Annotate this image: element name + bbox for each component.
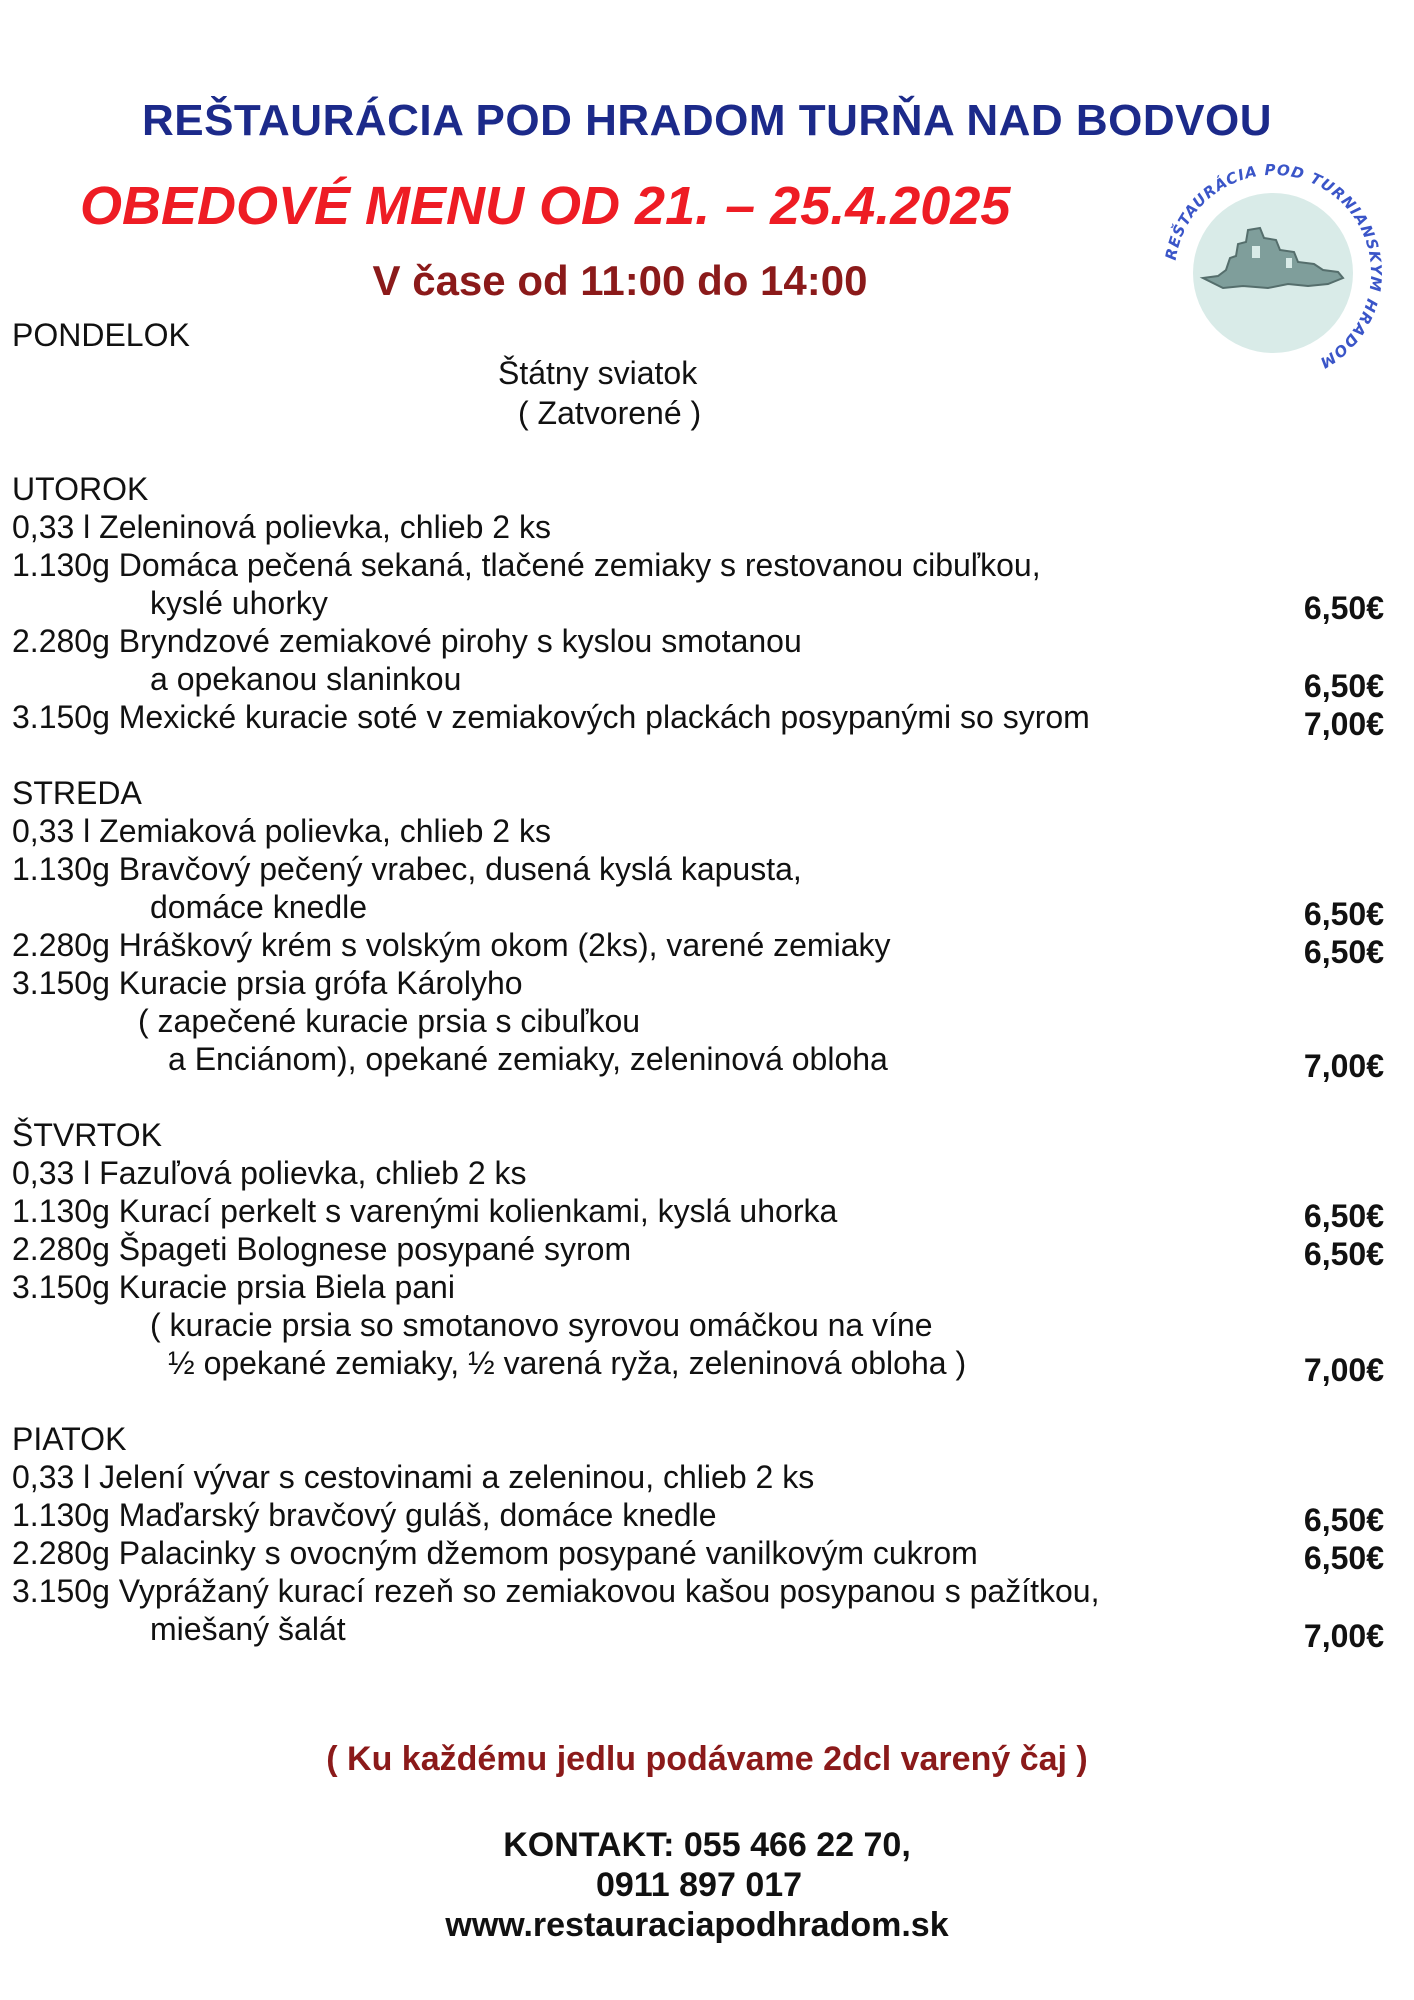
menu-dates-title: OBEDOVÉ MENU OD 21. – 25.4.2025 (80, 176, 1011, 236)
day-wednesday: STREDA (12, 775, 142, 811)
price-friday-1: 6,50€ (1303, 1502, 1384, 1538)
price-friday-2: 6,50€ (1303, 1540, 1384, 1576)
price-wednesday-2: 6,50€ (1303, 934, 1384, 970)
meal-friday-2: 2.280g Palacinky s ovocným džemom posypané vanilkovým cukrom (12, 1535, 978, 1571)
price-friday-3: 7,00€ (1303, 1618, 1384, 1654)
holiday-text: Štátny sviatok (498, 355, 698, 391)
price-tuesday-3: 7,00€ (1303, 706, 1384, 742)
soup-wednesday: 0,33 l Zemiaková polievka, chlieb 2 ks (12, 813, 551, 849)
tea-note: ( Ku každému jedlu podávame 2dcl varený čaj ) (326, 1740, 1088, 1778)
price-thursday-2: 6,50€ (1303, 1236, 1384, 1272)
meal-thursday-3-cont1: ( kuracie prsia so smotanovo syrovou omáčkou na víne (150, 1307, 933, 1343)
day-tuesday: UTOROK (12, 471, 149, 507)
meal-tuesday-1: 1.130g Domáca pečená sekaná, tlačené zemiaky s restovanou cibuľkou, (12, 547, 1041, 583)
meal-friday-3-cont: miešaný šalát (150, 1611, 346, 1647)
meal-wednesday-3: 3.150g Kuracie prsia grófa Károlyho (12, 965, 523, 1001)
meal-tuesday-1-cont: kyslé uhorky (150, 585, 328, 621)
meal-wednesday-3-cont1: ( zapečené kuracie prsia s cibuľkou (138, 1003, 641, 1039)
meal-tuesday-3: 3.150g Mexické kuracie soté v zemiakových plackách posypanými so syrom (12, 699, 1090, 735)
soup-friday: 0,33 l Jelení vývar s cestovinami a zeleninou, chlieb 2 ks (12, 1459, 815, 1495)
price-tuesday-2: 6,50€ (1303, 668, 1384, 704)
restaurant-logo (1148, 158, 1398, 388)
meal-thursday-3: 3.150g Kuracie prsia Biela pani (12, 1269, 455, 1305)
price-wednesday-3: 7,00€ (1303, 1048, 1384, 1084)
meal-thursday-1: 1.130g Kurací perkelt s varenými kolienkami, kyslá uhorka (12, 1193, 838, 1229)
meal-wednesday-1: 1.130g Bravčový pečený vrabec, dusená kyslá kapusta, (12, 851, 802, 887)
day-friday: PIATOK (12, 1421, 127, 1457)
restaurant-title: REŠTAURÁCIA POD HRADOM TURŇA NAD BODVOU (141, 96, 1273, 145)
serving-hours: V čase od 11:00 do 14:00 (372, 257, 868, 304)
soup-thursday: 0,33 l Fazuľová polievka, chlieb 2 ks (12, 1155, 527, 1191)
price-tuesday-1: 6,50€ (1303, 590, 1384, 626)
meal-wednesday-3-cont2: a Enciánom), opekané zemiaky, zeleninová obloha (168, 1041, 888, 1077)
logo-text: REŠTAURÁCIA POD TURNIANSKYM HRADOM (1161, 160, 1386, 373)
closed-text: ( Zatvorené ) (518, 395, 702, 431)
price-wednesday-1: 6,50€ (1303, 896, 1384, 932)
meal-friday-3: 3.150g Vyprážaný kurací rezeň so zemiakovou kašou posypanou s pažítkou, (12, 1573, 1100, 1609)
soup-tuesday: 0,33 l Zeleninová polievka, chlieb 2 ks (12, 509, 551, 545)
meal-wednesday-2: 2.280g Hráškový krém s volským okom (2ks), varené zemiaky (12, 927, 891, 963)
website-link[interactable]: www.restauraciapodhradom.sk (445, 1906, 949, 1944)
meal-tuesday-2-cont: a opekanou slaninkou (150, 661, 462, 697)
contact-phone-1: KONTAKT: 055 466 22 70, (503, 1826, 911, 1864)
contact-phone-2: 0911 897 017 (595, 1866, 803, 1904)
day-monday: PONDELOK (12, 317, 190, 353)
meal-friday-1: 1.130g Maďarský bravčový guláš, domáce knedle (12, 1497, 717, 1533)
meal-tuesday-2: 2.280g Bryndzové zemiakové pirohy s kyslou smotanou (12, 623, 802, 659)
price-thursday-1: 6,50€ (1303, 1198, 1384, 1234)
price-thursday-3: 7,00€ (1303, 1352, 1384, 1388)
meal-wednesday-1-cont: domáce knedle (150, 889, 368, 925)
meal-thursday-2: 2.280g Špageti Bolognese posypané syrom (12, 1231, 632, 1267)
day-thursday: ŠTVRTOK (12, 1117, 162, 1153)
meal-thursday-3-cont2: ½ opekané zemiaky, ½ varená ryža, zeleninová obloha ) (168, 1345, 967, 1381)
